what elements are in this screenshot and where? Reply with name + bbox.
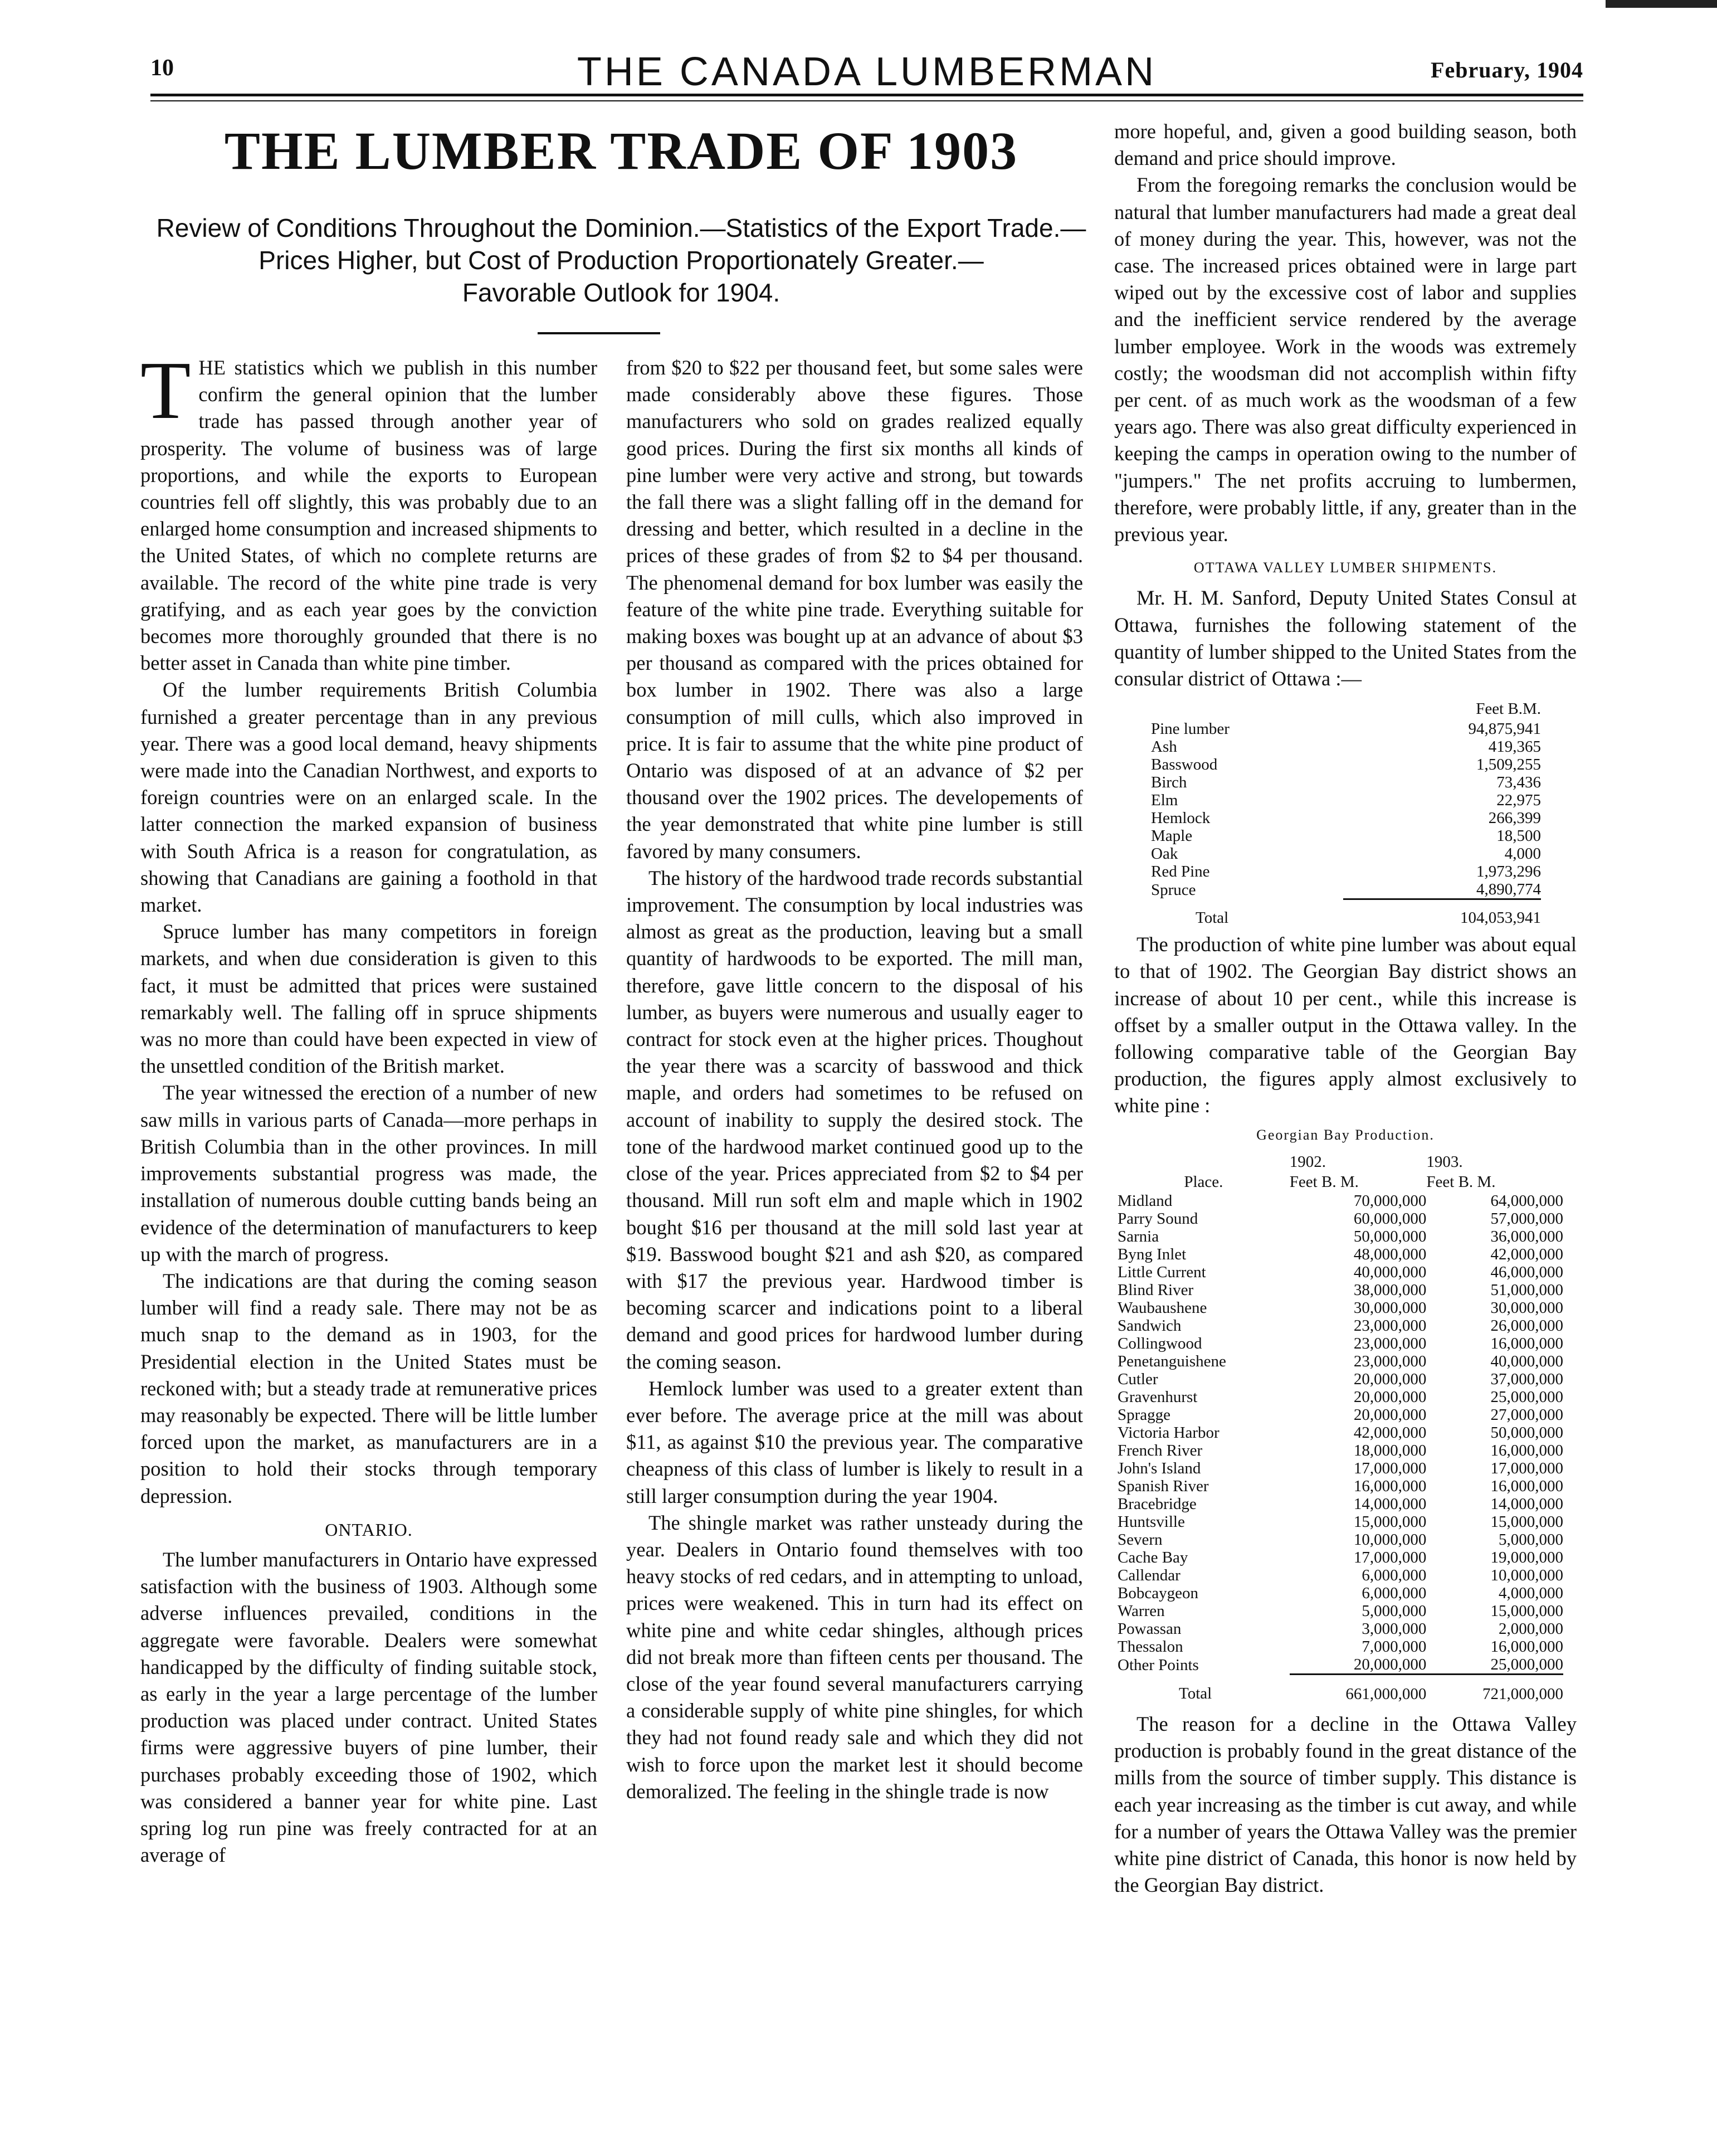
production-1902: 30,000,000	[1353, 1298, 1427, 1317]
production-1903: 2,000,000	[1499, 1619, 1563, 1638]
table-row	[1151, 827, 1541, 845]
production-1902: 42,000,000	[1353, 1423, 1427, 1442]
total-value: 104,053,941	[1343, 899, 1541, 927]
production-1902: 38,000,000	[1353, 1281, 1427, 1299]
production-1903: 16,000,000	[1490, 1441, 1563, 1459]
place-name: Sarnia	[1118, 1227, 1159, 1245]
table-row	[1151, 880, 1541, 899]
production-1902: 20,000,000	[1353, 1405, 1427, 1424]
production-1903: 40,000,000	[1490, 1352, 1563, 1370]
table-row	[1118, 1638, 1563, 1656]
production-1902: 23,000,000	[1353, 1334, 1427, 1352]
quantity-value: 73,436	[1496, 773, 1541, 792]
table-row	[1151, 756, 1541, 773]
table-row	[1118, 1477, 1563, 1495]
total-1903: 721,000,000	[1426, 1674, 1563, 1703]
table-row	[1118, 1263, 1563, 1281]
production-1902: 5,000,000	[1362, 1602, 1427, 1620]
place-name: Blind River	[1118, 1281, 1194, 1299]
wood-type: Basswood	[1151, 756, 1218, 774]
table-title: Georgian Bay Production.	[1256, 1126, 1435, 1143]
production-1902: 18,000,000	[1353, 1441, 1427, 1459]
table-row	[1118, 1281, 1563, 1299]
table-row	[1151, 791, 1541, 809]
table-row	[1118, 1566, 1563, 1584]
place-name: Powassan	[1118, 1619, 1182, 1638]
table-row	[1118, 1299, 1563, 1317]
production-1903: 17,000,000	[1490, 1459, 1563, 1477]
place-name: Severn	[1118, 1530, 1163, 1549]
production-1903: 25,000,000	[1490, 1388, 1563, 1406]
production-1903: 26,000,000	[1490, 1316, 1563, 1335]
section-subhead: OTTAWA VALLEY LUMBER SHIPMENTS.	[1193, 559, 1498, 576]
masthead-rule	[150, 94, 1583, 96]
production-1903: 46,000,000	[1490, 1263, 1563, 1281]
production-1902: 23,000,000	[1353, 1352, 1427, 1370]
unit-header: Feet B.M.	[1476, 700, 1541, 718]
table-row	[1118, 1210, 1563, 1228]
table-row	[1118, 1317, 1563, 1335]
paragraph: Mr. H. M. Sanford, Deputy United States Consul at Ottawa, furnishes the following statement of the quantity of lumber shipped to the United States from the consular district of Ottawa :—	[1114, 586, 1577, 690]
place-name: Collingwood	[1118, 1334, 1202, 1352]
wood-type: Spruce	[1151, 881, 1196, 899]
table-row	[1151, 809, 1541, 827]
production-1903: 4,000,000	[1499, 1584, 1563, 1602]
production-1903: 15,000,000	[1490, 1602, 1563, 1620]
table-row	[1118, 1370, 1563, 1388]
production-1903: 16,000,000	[1490, 1637, 1563, 1656]
production-1903: 16,000,000	[1490, 1334, 1563, 1352]
place-name: Bobcaygeon	[1118, 1584, 1198, 1602]
table-row	[1118, 1192, 1563, 1210]
place-name: Thessalon	[1118, 1637, 1183, 1656]
quantity-value: 419,365	[1488, 738, 1541, 756]
production-1902: 17,000,000	[1353, 1548, 1427, 1566]
unit-header: Feet B. M.	[1289, 1172, 1359, 1191]
place-name: Victoria Harbor	[1118, 1423, 1220, 1442]
quantity-value: 94,875,941	[1468, 720, 1541, 738]
headline-divider	[538, 332, 660, 334]
total-label: Total	[1179, 1685, 1212, 1703]
production-1903: 42,000,000	[1490, 1245, 1563, 1263]
paragraph: Spruce lumber has many competitors in foreign markets, and when due consideration is given to this fact, it must be admitted that prices were sustained remarkably well. The falling off in spruce shipments was no more than could have been expected in view of the unsettled condition of the British market.	[140, 920, 597, 1078]
deck-line: Review of Conditions Throughout the Dominion.—Statistics of the Export Trade.—	[156, 213, 1086, 242]
place-name: French River	[1118, 1441, 1203, 1459]
article-column-2	[626, 354, 1083, 1805]
total-row	[1118, 1674, 1563, 1703]
production-1903: 50,000,000	[1490, 1423, 1563, 1442]
production-1902: 70,000,000	[1353, 1191, 1427, 1210]
production-1902: 20,000,000	[1353, 1655, 1427, 1673]
table-row	[1118, 1656, 1563, 1675]
total-row	[1151, 899, 1541, 927]
place-name: Callendar	[1118, 1566, 1181, 1584]
production-1902: 6,000,000	[1362, 1566, 1427, 1584]
year-header: 1902.	[1289, 1152, 1326, 1171]
total-1902: 661,000,000	[1290, 1674, 1427, 1703]
place-name: Huntsville	[1118, 1512, 1185, 1531]
production-1903: 27,000,000	[1490, 1405, 1563, 1424]
place-name: Midland	[1118, 1191, 1173, 1210]
production-1902: 15,000,000	[1353, 1512, 1427, 1531]
table-row	[1118, 1442, 1563, 1459]
ottawa-shipments-table	[1151, 700, 1541, 927]
production-1902: 14,000,000	[1353, 1495, 1427, 1513]
production-1902: 20,000,000	[1353, 1388, 1427, 1406]
wood-type: Pine lumber	[1151, 720, 1230, 738]
table-row	[1118, 1549, 1563, 1566]
production-1903: 15,000,000	[1490, 1512, 1563, 1531]
production-1902: 10,000,000	[1353, 1530, 1427, 1549]
production-1902: 23,000,000	[1353, 1316, 1427, 1335]
table-row	[1118, 1620, 1563, 1638]
article-column-3	[1114, 118, 1577, 1899]
table-row	[1118, 1245, 1563, 1263]
place-name: Spanish River	[1118, 1477, 1209, 1495]
production-1903: 37,000,000	[1490, 1370, 1563, 1388]
production-1902: 48,000,000	[1353, 1245, 1427, 1263]
place-name: Little Current	[1118, 1263, 1206, 1281]
quantity-value: 266,399	[1488, 809, 1541, 828]
paragraph: The production of white pine lumber was about equal to that of 1902. The Georgian Bay district shows an increase of about 10 per cent., while this increase is offset by a smaller output in the Ottawa valley. In the following comparative table of the Georgian Bay production, the figures apply almost exclusively to white pine :	[1114, 933, 1577, 1117]
production-1903: 10,000,000	[1490, 1566, 1563, 1584]
paragraph: from $20 to $22 per thousand feet, but some sales were made considerably above these figures. Those manufacturers who sold on grades realized equally good prices. During the first six months all kinds of pine lumber were very active and strong, but towards the fall there was a slight falling off in the demand for dressing and better, which resulted in a decline in the prices of these grades of from $2 to $4 per thousand. The phenomenal demand for box lumber was easily the feature of the white pine trade. Everything suitable for making boxes was bought up at an advance of about $3 per thousand as compared with the prices obtained for box lumber in 1902. There was also a large consumption of mill culls, which also improved in price. It is fair to assume that the white pine product of Ontario was disposed of at an advance of $2 per thousand over the 1902 prices. The developements of the year demonstrated that white pine lumber is still favored by many consumers.	[626, 356, 1083, 863]
place-name: Cache Bay	[1118, 1548, 1188, 1566]
paragraph: The year witnessed the erection of a number of new saw mills in various parts of Canada—more perhaps in British Columbia than in the other provinces. In mill improvements substantial progress was made, the installation of numerous double cutting bands being an evidence of the determination of manufacturers to keep up with the march of progress.	[140, 1081, 597, 1266]
production-1902: 7,000,000	[1362, 1637, 1427, 1656]
paragraph: more hopeful, and, given a good building season, both demand and price should improve.	[1114, 120, 1577, 170]
production-1902: 16,000,000	[1353, 1477, 1427, 1495]
production-1903: 30,000,000	[1490, 1298, 1563, 1317]
table-row	[1151, 738, 1541, 756]
production-1902: 20,000,000	[1353, 1370, 1427, 1388]
place-name: Spragge	[1118, 1405, 1171, 1424]
wood-type: Elm	[1151, 791, 1178, 810]
paragraph: From the foregoing remarks the conclusion would be natural that lumber manufacturers had made a great deal of money during the year. This, however, was not the case. The increased prices obtained were in large part wiped out by the excessive cost of labor and supplies and the inefficient service rendered by the average lumber employee. Work in the woods was extremely costly; the woodsman did not accomplish within fifty per cent. of as much work as the woodsman of a few years ago. There was also great difficulty experienced in keeping the camps in operation owing to the number of "jumpers." The net profits accruing to lumbermen, therefore, were probably little, if any, greater than in the previous year.	[1114, 173, 1577, 546]
article-deck	[134, 212, 1109, 309]
quantity-value: 18,500	[1496, 827, 1541, 845]
article-headline: THE LUMBER TRADE OF 1903	[224, 121, 1018, 181]
place-name: Penetanguishene	[1118, 1352, 1226, 1370]
page-number: 10	[150, 55, 174, 81]
section-subhead: ONTARIO.	[325, 1519, 413, 1540]
wood-type: Hemlock	[1151, 809, 1211, 828]
place-header: Place.	[1184, 1172, 1223, 1191]
table-row	[1118, 1335, 1563, 1352]
quantity-value: 1,509,255	[1476, 756, 1541, 774]
paragraph: Of the lumber requirements British Columbia furnished a greater percentage than in any previous year. There was a good local demand, heavy shipments were made into the Canadian Northwest, and exports to foreign countries were on an enlarged scale. In the latter connection the marked expansion of business with South Africa is a reason for congratulation, as showing that Canadians are gaining a foothold in that market.	[140, 678, 597, 917]
paragraph: The history of the hardwood trade records substantial improvement. The consumption by local industries was almost as great as the production, leaving but a small quantity of hardwoods to be exported. The mill man, therefore, gave little concern to the disposal of his lumber, as buyers were numerous and usually eager to contract for stock even at the higher prices. Thoughout the year there was a scarcity of basswood and thick maple, and orders had sometimes to be refused on account of inability to supply the desired stock. The tone of the hardwood market continued good up to the close of the year. Prices appreciated from $2 to $4 per thousand. Mill run soft elm and maple which in 1902 bought $16 per thousand at the mill sold last year at $19. Basswood bought $21 and ash $20, as compared with $17 the previous year. Hardwood timber is becoming scarcer and indications point to a liberal demand and good prices for hardwood lumber during the coming season.	[626, 866, 1083, 1373]
place-name: Other Points	[1118, 1656, 1199, 1674]
wood-type: Red Pine	[1151, 863, 1210, 881]
table-row	[1118, 1584, 1563, 1602]
paragraph: THE statistics which we publish in this number confirm the general opinion that the lumber trade has passed through another year of prosperity. The volume of business was of large proportions, and while the exports to European countries fell off slightly, this was probably due to an enlarged home consumption and increased shipments to the United States, of which no complete returns are available. The record of the white pine trade is very gratifying, and as each year goes by the conviction becomes more thoroughly grounded that there is no better asset in Canada than white pine timber.	[140, 345, 597, 675]
georgian-bay-table	[1118, 1152, 1563, 1703]
article-column-1	[140, 345, 597, 1868]
table-row	[1118, 1228, 1563, 1245]
masthead-rule-thin	[150, 100, 1583, 101]
paragraph: The lumber manufacturers in Ontario have expressed satisfaction with the business of 1903. Although some adverse influences prevailed, conditions in the aggregate were favorable. Dealers were somewhat handicapped by the difficulty of finding suitable stock, as early in the year a large percentage of the lumber production was placed under contract. United States firms were aggressive buyers of pine lumber, their purchases probably exceeding those of 1902, which was considered a banner year for white pine. Last spring log run pine was freely contracted for at an average of	[140, 1547, 597, 1867]
table-row	[1118, 1352, 1563, 1370]
total-label: Total	[1196, 908, 1229, 927]
production-1903: 57,000,000	[1490, 1209, 1563, 1228]
production-1903: 16,000,000	[1490, 1477, 1563, 1495]
production-1902: 40,000,000	[1353, 1263, 1427, 1281]
table-row	[1118, 1602, 1563, 1620]
table-row	[1118, 1406, 1563, 1424]
table-row	[1118, 1424, 1563, 1442]
deck-line: Favorable Outlook for 1904.	[462, 278, 781, 307]
wood-type: Birch	[1151, 773, 1187, 792]
place-name: Byng Inlet	[1118, 1245, 1187, 1263]
year-header: 1903.	[1426, 1152, 1463, 1171]
publication-title: THE CANADA LUMBERMAN	[577, 50, 1157, 94]
production-1902: 6,000,000	[1362, 1584, 1427, 1602]
table-row	[1151, 845, 1541, 863]
paragraph: The shingle market was rather unsteady during the year. Dealers in Ontario found themselves with too heavy stocks of red cedars, and in attempting to unload, prices were weakened. This in turn had its effect on white pine and white cedar shingles, although prices did not break more than fifteen cents per thousand. The close of the year found several manufacturers carrying a considerable supply of white pine shingles, for which they had not found ready sale and which they did not wish to force upon the market lest it should become demoralized. The feeling in the shingle trade is now	[626, 1511, 1083, 1803]
place-name: Sandwich	[1118, 1316, 1182, 1335]
place-name: Warren	[1118, 1602, 1165, 1620]
table-row	[1151, 720, 1541, 738]
quantity-value: 4,890,774	[1476, 880, 1541, 899]
issue-date: February, 1904	[1431, 57, 1583, 82]
production-1903: 5,000,000	[1499, 1530, 1563, 1549]
place-name: John's Island	[1118, 1459, 1201, 1477]
production-1902: 50,000,000	[1353, 1227, 1427, 1245]
quantity-value: 1,973,296	[1476, 863, 1541, 881]
production-1903: 64,000,000	[1490, 1191, 1563, 1210]
scan-corner-mark	[1606, 0, 1717, 8]
production-1903: 14,000,000	[1490, 1495, 1563, 1513]
production-1903: 19,000,000	[1490, 1548, 1563, 1566]
wood-type: Oak	[1151, 845, 1178, 863]
table-row	[1118, 1495, 1563, 1513]
place-name: Bracebridge	[1118, 1495, 1197, 1513]
wood-type: Maple	[1151, 827, 1193, 845]
quantity-value: 22,975	[1496, 791, 1541, 810]
production-1902: 60,000,000	[1353, 1209, 1427, 1228]
production-1902: 3,000,000	[1362, 1619, 1427, 1638]
production-1903: 51,000,000	[1490, 1281, 1563, 1299]
paragraph: The indications are that during the coming season lumber will find a ready sale. There may not be as much snap to the demand as in 1903, for the Presidential election in the United States must be reckoned with; but a steady trade at remunerative prices may reasonably be expected. There will be little lumber forced upon the market, as manufacturers are in a position to hold their stocks through temporary depression.	[140, 1269, 597, 1507]
production-1903: 36,000,000	[1490, 1227, 1563, 1245]
table-row	[1118, 1531, 1563, 1549]
paragraph: Hemlock lumber was used to a greater extent than ever before. The average price at the mill was about $11, as against $10 the previous year. The comparative cheapness of this class of lumber is likely to result in a still larger consumption during the year 1904.	[626, 1376, 1083, 1507]
unit-header: Feet B. M.	[1426, 1172, 1496, 1191]
table-row	[1118, 1388, 1563, 1406]
place-name: Cutler	[1118, 1370, 1158, 1388]
production-1903: 25,000,000	[1490, 1655, 1563, 1673]
quantity-value: 4,000	[1504, 845, 1541, 863]
table-row	[1118, 1459, 1563, 1477]
wood-type: Ash	[1151, 738, 1177, 756]
table-row	[1151, 773, 1541, 791]
table-row	[1151, 863, 1541, 880]
production-1902: 17,000,000	[1353, 1459, 1427, 1477]
place-name: Parry Sound	[1118, 1209, 1198, 1228]
deck-line: Prices Higher, but Cost of Production Proportionately Greater.—	[258, 246, 984, 275]
table-row	[1118, 1513, 1563, 1531]
paragraph: The reason for a decline in the Ottawa Valley production is probably found in the great distance of the mills from the source of timber supply. This distance is each year increasing as the timber is cut away, and while for a number of years the Ottawa Valley was the premier white pine district of Canada, this honor is now held by the Georgian Bay district.	[1114, 1712, 1577, 1897]
place-name: Gravenhurst	[1118, 1388, 1198, 1406]
place-name: Waubaushene	[1118, 1298, 1207, 1317]
drop-cap: T	[140, 345, 191, 436]
